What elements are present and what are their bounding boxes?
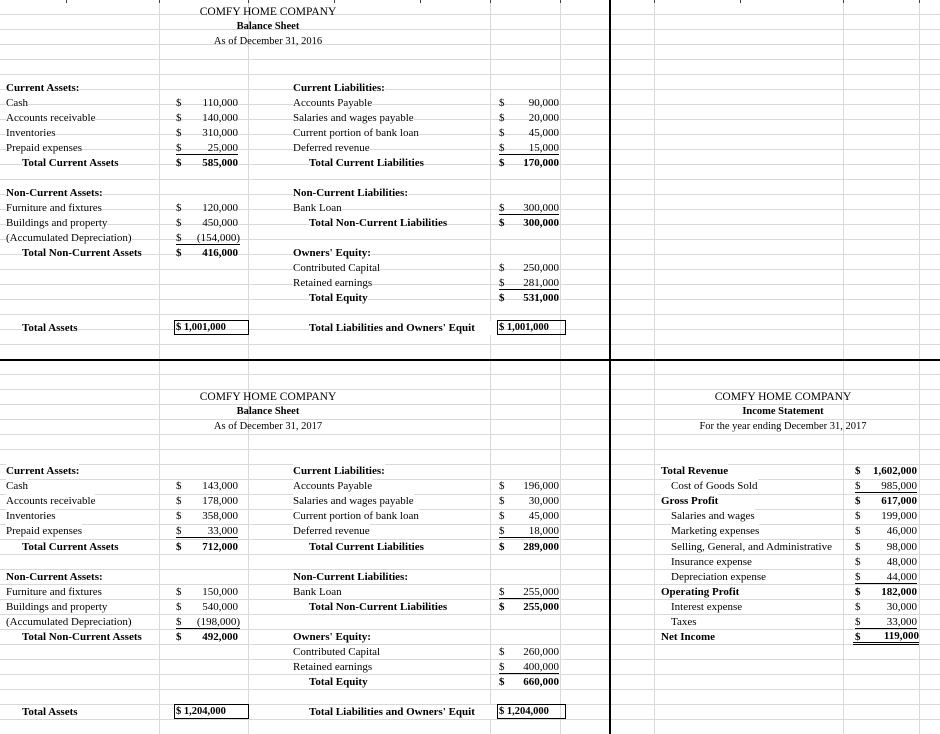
currency-symbol: $ [499, 676, 505, 688]
row-label: Furniture and fixtures [6, 202, 102, 214]
row-label: Accounts receivable [6, 112, 96, 124]
section-current-liabilities: Current Liabilities: [293, 82, 385, 94]
amount: 416,000 [202, 247, 238, 259]
currency-symbol: $ [855, 510, 861, 522]
amount: 400,000 [499, 660, 559, 674]
total-label: Total Equity [309, 676, 368, 688]
row-label: Selling, General, and Administrative [671, 541, 832, 553]
section-current-assets: Current Assets: [6, 82, 80, 94]
row-label: Salaries and wages payable [293, 495, 414, 507]
amount: 300,000 [499, 201, 559, 215]
total-assets-value[interactable]: $ 1,204,000 [174, 704, 249, 719]
amount: 48,000 [886, 556, 917, 568]
row-label: Accounts Payable [293, 97, 373, 109]
statement-title: Balance Sheet [236, 406, 300, 417]
amount: 617,000 [881, 495, 917, 507]
currency-symbol: $ [499, 217, 505, 229]
currency-symbol: $ [499, 601, 505, 613]
total-label: Total Non-Current Liabilities [309, 601, 448, 613]
total-assets-label: Total Assets [22, 322, 78, 334]
currency-symbol: $ [499, 292, 505, 304]
currency-symbol: $ [176, 616, 182, 628]
row-label: (Accumulated Depreciation) [6, 232, 132, 244]
amount: 15,000 [499, 141, 559, 155]
row-label: Contributed Capital [293, 646, 381, 658]
amount: 199,000 [881, 510, 917, 522]
amount: 30,000 [528, 495, 559, 507]
row-label: Accounts receivable [6, 495, 96, 507]
statement-date: For the year ending December 31, 2017 [699, 421, 867, 432]
total-label: Total Current Assets [22, 541, 119, 553]
amount: 660,000 [523, 676, 559, 688]
row-label: Marketing expenses [671, 525, 760, 537]
currency-symbol: $ [176, 495, 182, 507]
amount: 585,000 [202, 157, 238, 169]
section-non-current-assets: Non-Current Assets: [6, 571, 103, 583]
section-non-current-liabilities: Non-Current Liabilities: [293, 571, 408, 583]
total-liabilities-equity-label: Total Liabilities and Owners' Equit [309, 705, 497, 719]
total-assets-value[interactable]: $ 1,001,000 [174, 320, 249, 335]
amount: 45,000 [528, 127, 559, 139]
currency-symbol: $ [176, 157, 182, 169]
row-label: Taxes [671, 616, 697, 628]
amount: 260,000 [523, 646, 559, 658]
currency-symbol: $ [499, 97, 505, 109]
currency-symbol: $ [499, 202, 505, 214]
amount: (198,000) [176, 615, 240, 629]
amount: 18,000 [499, 524, 559, 538]
amount: 255,000 [523, 601, 559, 613]
row-label: Inventories [6, 510, 56, 522]
currency-symbol: $ [499, 277, 505, 289]
row-label: Total Revenue [661, 465, 729, 477]
currency-symbol: $ [499, 541, 505, 553]
row-label: Prepaid expenses [6, 142, 83, 154]
total-label: Total Non-Current Liabilities [309, 217, 448, 229]
currency-symbol: $ [499, 586, 505, 598]
amount: 25,000 [176, 141, 238, 155]
total-liabilities-equity-value[interactable]: $ 1,001,000 [497, 320, 566, 335]
total-label: Total Current Liabilities [309, 541, 424, 553]
currency-symbol: $ [499, 262, 505, 274]
row-label: Accounts Payable [293, 480, 373, 492]
section-current-assets: Current Assets: [6, 465, 80, 477]
total-label: Total Equity [309, 292, 368, 304]
amount: 182,000 [881, 586, 917, 598]
total-liabilities-equity-label: Total Liabilities and Owners' Equit [309, 321, 497, 335]
currency-symbol: $ [499, 525, 505, 537]
amount: 985,000 [855, 479, 917, 493]
amount: 110,000 [202, 97, 238, 109]
section-owners-equity: Owners' Equity: [293, 247, 371, 259]
currency-symbol: $ [176, 480, 182, 492]
currency-symbol: $ [176, 127, 182, 139]
total-label: Total Current Liabilities [309, 157, 424, 169]
statement-date: As of December 31, 2017 [213, 421, 323, 432]
currency-symbol: $ [855, 616, 861, 628]
vertical-divider [609, 0, 611, 734]
amount: 250,000 [523, 262, 559, 274]
currency-symbol: $ [176, 541, 182, 553]
currency-symbol: $ [176, 586, 182, 598]
statement-date: As of December 31, 2016 [213, 36, 323, 47]
currency-symbol: $ [499, 127, 505, 139]
section-current-liabilities: Current Liabilities: [293, 465, 385, 477]
row-label: Insurance expense [671, 556, 752, 568]
currency-symbol: $ [176, 97, 182, 109]
row-label: Current portion of bank loan [293, 127, 419, 139]
amount: 170,000 [523, 157, 559, 169]
row-label: Bank Loan [293, 586, 342, 598]
row-label: Interest expense [671, 601, 743, 613]
currency-symbol: $ [855, 586, 861, 598]
amount: 90,000 [528, 97, 559, 109]
amount: 98,000 [886, 541, 917, 553]
currency-symbol: $ [499, 480, 505, 492]
row-label: Contributed Capital [293, 262, 381, 274]
total-label: Total Non-Current Assets [22, 247, 142, 259]
row-label: Furniture and fixtures [6, 586, 102, 598]
row-label: Buildings and property [6, 601, 108, 613]
row-label: Depreciation expense [671, 571, 766, 583]
currency-symbol: $ [855, 465, 861, 477]
statement-title: Income Statement [742, 406, 824, 417]
currency-symbol: $ [499, 510, 505, 522]
currency-symbol: $ [855, 601, 861, 613]
column-header-strip [0, 0, 940, 4]
amount: 300,000 [523, 217, 559, 229]
amount: 281,000 [499, 276, 559, 290]
amount: 30,000 [886, 601, 917, 613]
currency-symbol: $ [176, 510, 182, 522]
row-label: Deferred revenue [293, 142, 370, 154]
row-label: Inventories [6, 127, 56, 139]
amount: 140,000 [202, 112, 238, 124]
currency-symbol: $ [499, 495, 505, 507]
currency-symbol: $ [855, 556, 861, 568]
currency-symbol: $ [176, 232, 182, 244]
amount: 358,000 [202, 510, 238, 522]
total-assets-label: Total Assets [22, 706, 78, 718]
row-label: Net Income [661, 631, 716, 643]
company-name: COMFY HOME COMPANY [199, 391, 337, 403]
row-label: Cost of Goods Sold [671, 480, 758, 492]
statement-title: Balance Sheet [236, 21, 300, 32]
section-non-current-assets: Non-Current Assets: [6, 187, 103, 199]
currency-symbol: $ [499, 142, 505, 154]
amount: 46,000 [886, 525, 917, 537]
amount: 289,000 [523, 541, 559, 553]
row-label: Cash [6, 97, 28, 109]
amount: 150,000 [202, 586, 238, 598]
amount: 255,000 [499, 585, 559, 599]
amount: 44,000 [855, 570, 917, 584]
company-name: COMFY HOME COMPANY [199, 6, 337, 18]
currency-symbol: $ [499, 112, 505, 124]
amount: 45,000 [528, 510, 559, 522]
currency-symbol: $ [176, 112, 182, 124]
row-label: Bank Loan [293, 202, 342, 214]
row-label: Deferred revenue [293, 525, 370, 537]
company-name: COMFY HOME COMPANY [714, 391, 852, 403]
amount: 120,000 [202, 202, 238, 214]
amount: 20,000 [528, 112, 559, 124]
total-label: Total Non-Current Assets [22, 631, 142, 643]
row-label: Gross Profit [661, 495, 719, 507]
amount: 310,000 [202, 127, 238, 139]
currency-symbol: $ [855, 480, 861, 492]
currency-symbol: $ [855, 631, 861, 643]
row-label: Retained earnings [293, 277, 373, 289]
amount: 492,000 [202, 631, 238, 643]
currency-symbol: $ [176, 631, 182, 643]
row-label: Current portion of bank loan [293, 510, 419, 522]
amount: 178,000 [202, 495, 238, 507]
amount: 33,000 [176, 524, 238, 538]
row-label: Cash [6, 480, 28, 492]
currency-symbol: $ [176, 247, 182, 259]
total-liabilities-equity-value[interactable]: $ 1,204,000 [497, 704, 566, 719]
amount: 33,000 [855, 615, 917, 629]
amount: 540,000 [202, 601, 238, 613]
row-label: Retained earnings [293, 661, 373, 673]
currency-symbol: $ [176, 202, 182, 214]
row-label: Salaries and wages payable [293, 112, 414, 124]
amount: 143,000 [202, 480, 238, 492]
currency-symbol: $ [176, 601, 182, 613]
amount: 1,602,000 [873, 465, 917, 477]
amount: 450,000 [202, 217, 238, 229]
currency-symbol: $ [855, 525, 861, 537]
row-label: (Accumulated Depreciation) [6, 616, 132, 628]
currency-symbol: $ [855, 541, 861, 553]
currency-symbol: $ [499, 646, 505, 658]
currency-symbol: $ [855, 571, 861, 583]
amount: 531,000 [523, 292, 559, 304]
currency-symbol: $ [499, 157, 505, 169]
horizontal-divider [0, 359, 940, 361]
row-label: Operating Profit [661, 586, 740, 598]
amount: 196,000 [523, 480, 559, 492]
total-label: Total Current Assets [22, 157, 119, 169]
amount: (154,000) [176, 231, 240, 245]
currency-symbol: $ [176, 217, 182, 229]
row-label: Prepaid expenses [6, 525, 83, 537]
currency-symbol: $ [855, 495, 861, 507]
section-owners-equity: Owners' Equity: [293, 631, 371, 643]
row-label: Buildings and property [6, 217, 108, 229]
row-label: Salaries and wages [671, 510, 755, 522]
section-non-current-liabilities: Non-Current Liabilities: [293, 187, 408, 199]
currency-symbol: $ [499, 661, 505, 673]
currency-symbol: $ [176, 525, 182, 537]
net-income-value[interactable]: 119,000 [853, 629, 919, 645]
amount: 712,000 [202, 541, 238, 553]
currency-symbol: $ [176, 142, 182, 154]
